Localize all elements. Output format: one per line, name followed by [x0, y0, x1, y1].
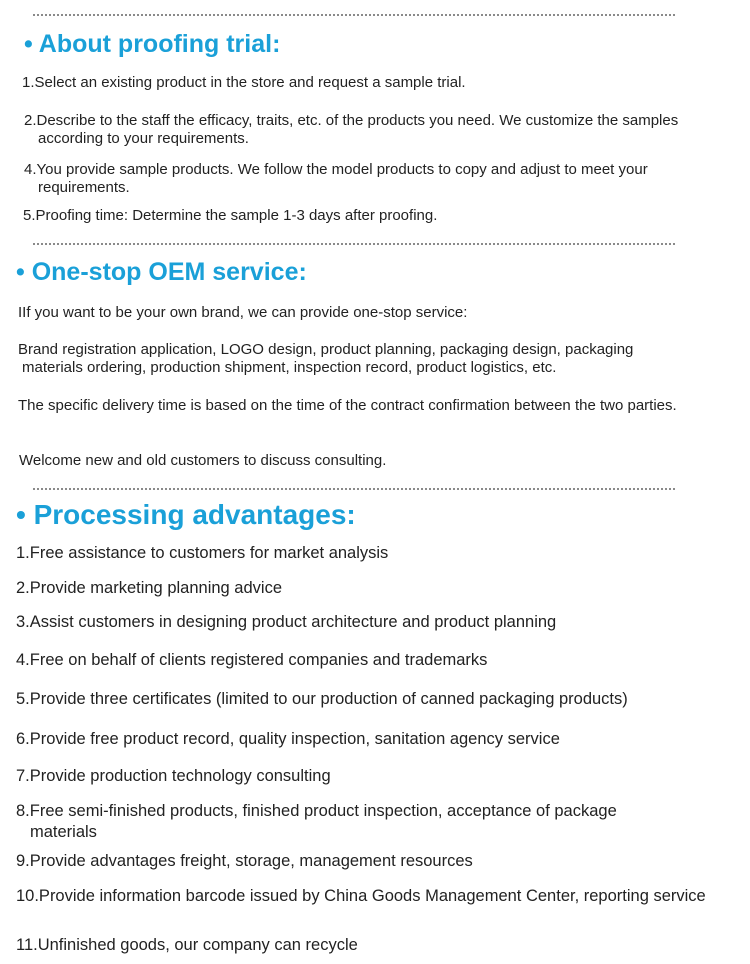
bullet-icon: • — [16, 499, 26, 530]
advantage-item: 10.Provide information barcode issued by China Goods Management Center, reporting service — [16, 887, 706, 905]
advantage-item: 5.Provide three certificates (limited to our production of canned packaging products) — [16, 690, 628, 708]
bullet-icon: • — [16, 258, 25, 286]
oem-paragraph: Welcome new and old customers to discuss consulting. — [19, 452, 387, 469]
proofing-item: 2.Describe to the staff the efficacy, traits, etc. of the products you need. We customize the samples according to your requirements. — [24, 112, 679, 147]
advantage-item: 6.Provide free product record, quality inspection, sanitation agency service — [16, 730, 560, 748]
advantage-item: 9.Provide advantages freight, storage, management resources — [16, 852, 473, 870]
section-title-proofing: About proofing trial: — [38, 30, 281, 58]
proofing-item: 5.Proofing time: Determine the sample 1-3 days after proofing. — [23, 207, 438, 224]
advantage-item: 11.Unfinished goods, our company can recycle — [16, 936, 358, 954]
advantage-item: 3.Assist customers in designing product architecture and product planning — [16, 613, 557, 631]
oem-paragraph: The specific delivery time is based on the time of the contract confirmation between the two parties. — [18, 397, 677, 414]
advantage-item: 2.Provide marketing planning advice — [16, 579, 282, 597]
advantage-item: 4.Free on behalf of clients registered companies and trademarks — [16, 651, 488, 669]
section-heading-oem — [16, 255, 307, 289]
section-title-oem: One-stop OEM service: — [31, 258, 307, 286]
oem-paragraph: Brand registration application, LOGO design, product planning, packaging design, packaging materials ordering, production shipment, inspection record, product logistics, etc. — [18, 341, 634, 376]
section-heading-proofing — [24, 27, 280, 61]
divider-section2 — [33, 243, 675, 245]
oem-paragraph: IIf you want to be your own brand, we can provide one-stop service: — [18, 304, 468, 321]
proofing-item: 4.You provide sample products. We follow the model products to copy and adjust to meet your requirements. — [24, 161, 648, 196]
advantage-item: 7.Provide production technology consulting — [16, 767, 331, 785]
advantage-item: 8.Free semi-finished products, finished product inspection, acceptance of package materials — [16, 802, 617, 841]
section-title-advantages: Processing advantages: — [33, 499, 356, 530]
section-heading-advantages — [16, 496, 356, 534]
proofing-item: 1.Select an existing product in the store and request a sample trial. — [22, 74, 466, 91]
divider-top — [33, 14, 675, 16]
divider-section3 — [33, 488, 675, 490]
advantage-item: 1.Free assistance to customers for market analysis — [16, 544, 389, 562]
bullet-icon: • — [24, 30, 33, 58]
